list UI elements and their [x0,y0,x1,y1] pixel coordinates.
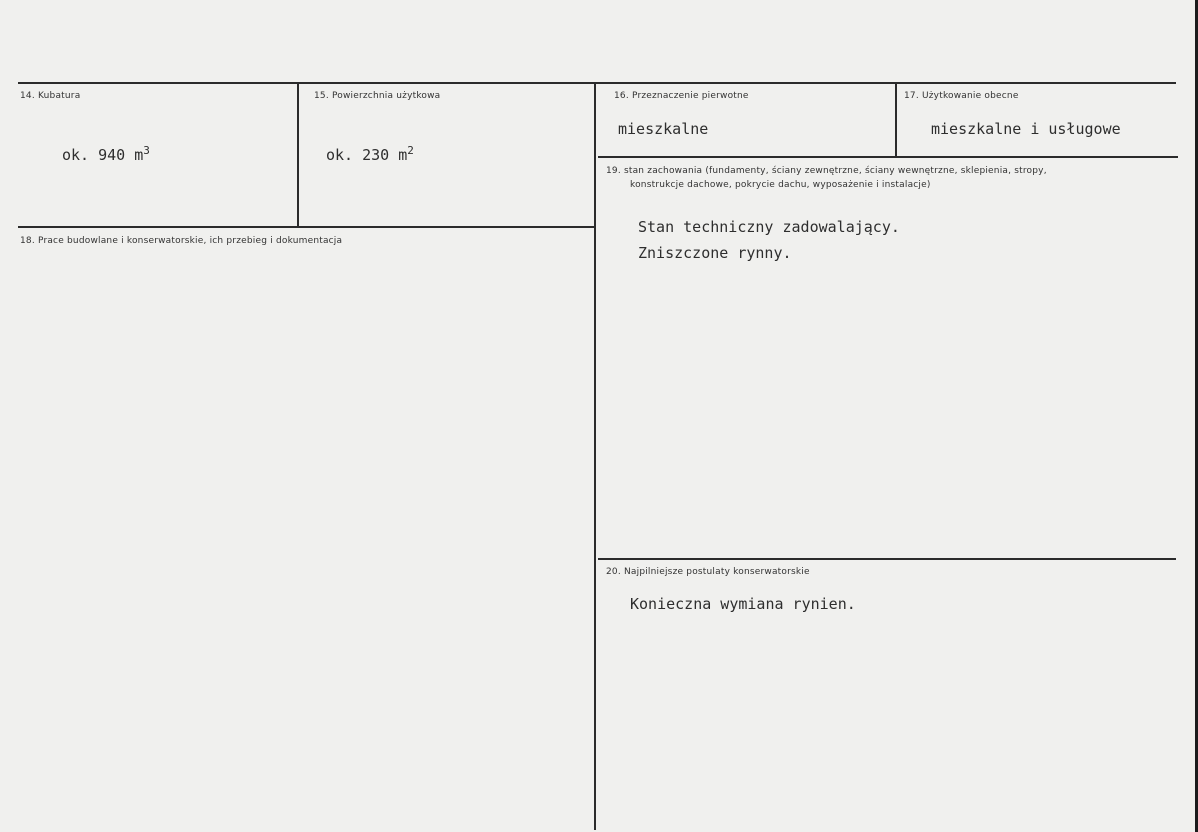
field-15-text: ok. 230 m [326,146,408,164]
field-15-superscript: 2 [407,144,414,157]
field-14-value [62,144,150,164]
rule-above-20 [598,558,1176,560]
field-18-label: 18. Prace budowlane i konserwatorskie, ich przebieg i dokumentacja [20,236,343,246]
field-15-value [326,144,414,164]
field-14-label: 14. Kubatura [20,91,81,101]
divider-15-16 [594,84,596,830]
field-16-value: mieszkalne [618,120,709,138]
top-rule [18,82,1176,84]
field-15-label: 15. Powierzchnia użytkowa [314,91,441,101]
field-19-value-line2: Zniszczone rynny. [638,244,792,262]
divider-14-15 [297,84,299,228]
rule-under-16-17 [598,156,1178,158]
field-17-label: 17. Użytkowanie obecne [904,91,1019,101]
field-14-text: ok. 940 m [62,146,144,164]
divider-16-17 [895,84,897,156]
field-19-label-line1: 19. stan zachowania (fundamenty, ściany zewnętrzne, ściany wewnętrzne, sklepienia, stropy, [606,166,1047,176]
field-14-superscript: 3 [143,144,150,157]
field-19-value-line1: Stan techniczny zadowalający. [638,218,900,236]
field-20-value: Konieczna wymiana rynien. [630,595,856,613]
rule-under-14-15 [18,226,596,228]
field-17-value: mieszkalne i usługowe [931,120,1121,138]
field-20-label: 20. Najpilniejsze postulaty konserwatorskie [606,567,810,577]
field-19-label-line2: konstrukcje dachowe, pokrycie dachu, wyposażenie i instalacje) [630,180,931,190]
field-16-label: 16. Przeznaczenie pierwotne [614,91,749,101]
